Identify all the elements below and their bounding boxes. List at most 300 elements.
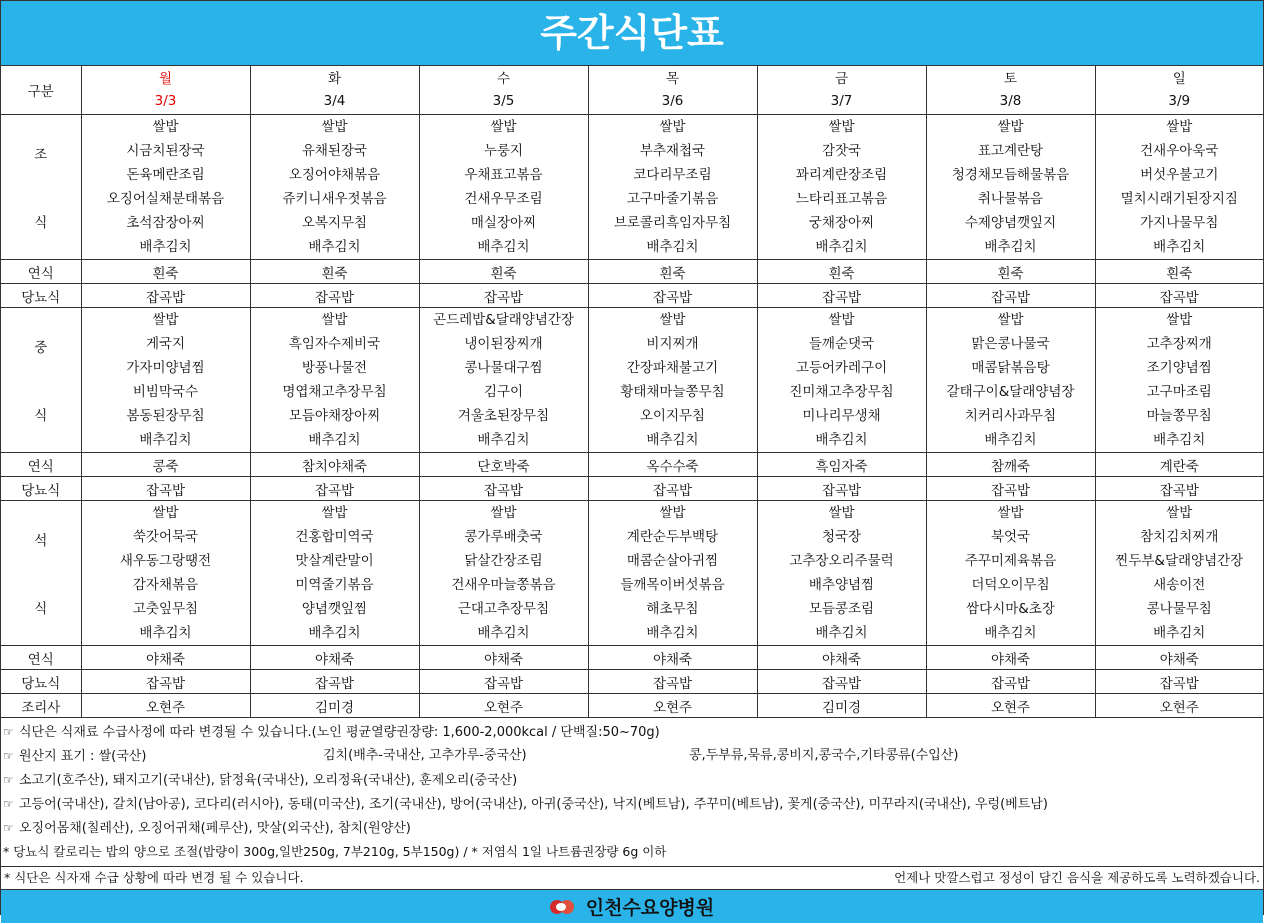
soft-item	[250, 453, 419, 477]
menu-item: 쌀밥	[321, 119, 348, 135]
menu-item: 들깨목이버섯볶음	[620, 577, 725, 593]
menu-item: 비빔막국수	[132, 384, 199, 400]
bottom-remarks	[1, 867, 1263, 890]
soft-item	[757, 453, 926, 477]
menu-item: 표고계란탕	[977, 143, 1044, 159]
day-date: 3/9	[1168, 93, 1191, 109]
menu-item: 쌀밥	[828, 505, 855, 521]
dinner-soft-label	[1, 646, 81, 670]
soft-item	[81, 453, 250, 477]
dinner-menu-cell	[419, 501, 588, 646]
diab-item	[926, 284, 1095, 308]
menu-item: 고구마줄기볶음	[626, 191, 719, 207]
diab-item-text: 잡곡밥	[145, 289, 186, 306]
soft-item-text: 흑임자죽	[815, 458, 868, 475]
dinner-diab-label	[1, 670, 81, 694]
menu-item: 쌀밥	[490, 505, 517, 521]
day-name: 수	[496, 71, 511, 87]
menu-item: 쌀밥	[659, 312, 686, 328]
menu-item: 냉이된장찌개	[464, 336, 543, 352]
menu-item: 김구이	[483, 384, 524, 400]
soft-item	[250, 260, 419, 284]
cook-label-text: 조리사	[21, 699, 61, 716]
diab-item-text: 잡곡밥	[483, 482, 524, 499]
menu-item: 쌀밥	[828, 119, 855, 135]
menu-item: 고추장찌개	[1146, 336, 1212, 352]
soft-label-text: 연식	[27, 651, 54, 668]
soft-item-text: 계란죽	[1159, 458, 1199, 475]
cook-name	[588, 694, 757, 718]
dinner-menu-cell	[588, 501, 757, 646]
header-label-text: 구분	[27, 84, 54, 100]
bottom-remark-left: * 식단은 식자재 수급 상황에 따라 변경 될 수 있습니다.	[4, 870, 304, 885]
menu-item: 배추김치	[477, 625, 530, 641]
lunch-menu-cell	[1095, 308, 1263, 453]
menu-item: 새우동그랑땡전	[119, 553, 212, 569]
menu-item: 계란순두부백탕	[626, 529, 719, 545]
menu-item: 쌀밥	[321, 312, 348, 328]
dinner-label-bottom: 식	[34, 601, 48, 617]
dinner-label-top: 석	[34, 533, 48, 549]
cook-name-text: 오현주	[990, 699, 1031, 716]
diab-item	[81, 284, 250, 308]
menu-item: 건새우무조림	[464, 191, 543, 207]
day-name: 금	[834, 71, 849, 87]
menu-item: 꽈리계란장조림	[795, 167, 888, 183]
bottom-remark-right: 언제나 맛깔스럽고 정성이 담긴 음식을 제공하도록 노력하겠습니다.	[894, 870, 1260, 885]
cook-row	[1, 694, 1263, 718]
menu-item: 오이지무침	[639, 408, 706, 424]
menu-item: 느타리표고볶음	[795, 191, 888, 207]
weekly-menu-table	[1, 66, 1263, 718]
cook-name	[81, 694, 250, 718]
day-date: 3/3	[154, 93, 177, 109]
menu-item: 배추김치	[308, 239, 361, 255]
menu-item: 배추김치	[815, 625, 868, 641]
menu-item: 치커리사과무침	[964, 408, 1057, 424]
day-name: 목	[665, 71, 680, 87]
day-date: 3/5	[492, 93, 515, 109]
menu-item: 배추김치	[646, 432, 699, 448]
soft-item-text: 참치야채죽	[301, 458, 368, 475]
diab-item-text: 잡곡밥	[483, 289, 524, 306]
menu-item: 쌀밥	[152, 119, 179, 135]
day-name: 화	[327, 71, 342, 87]
lunch-diab-label	[1, 477, 81, 501]
menu-item: 배추김치	[308, 432, 361, 448]
soft-item	[926, 260, 1095, 284]
menu-item: 명엽채고추장무침	[282, 384, 387, 400]
menu-item: 배추김치	[139, 239, 192, 255]
note-fish-origin: ☞ 고등어(국내산), 갈치(남아공), 코다리(러시아), 동태(미국산), 조기(국내산), 방어(국내산), 아귀(중국산), 낙지(베트남), 주꾸미(베트남), 꽃게(중국산), 미꾸라지(국내산), 우렁(베트남)	[3, 792, 1263, 816]
menu-item: 가지나물무침	[1140, 215, 1219, 231]
menu-item: 멸치시래기된장지짐	[1120, 191, 1238, 207]
diab-item	[757, 477, 926, 501]
soft-item	[81, 646, 250, 670]
menu-item: 가자미양념찜	[126, 360, 205, 376]
soft-item	[757, 260, 926, 284]
cook-name	[250, 694, 419, 718]
menu-item: 맛살계란말이	[295, 553, 374, 569]
soft-item	[588, 453, 757, 477]
breakfast-menu-cell	[250, 115, 419, 260]
menu-item: 쌀밥	[659, 505, 686, 521]
soft-item-text: 콩죽	[152, 458, 179, 475]
diab-item	[250, 477, 419, 501]
day-name: 일	[1172, 71, 1186, 87]
menu-item: 고추장오리주물럭	[789, 553, 894, 569]
soft-item	[588, 260, 757, 284]
menu-item: 배추김치	[646, 625, 699, 641]
diab-item	[757, 284, 926, 308]
menu-item: 배추김치	[984, 625, 1037, 641]
hospital-name: 인천수요양병원	[585, 897, 715, 919]
menu-item: 초석잠장아찌	[126, 215, 205, 231]
menu-item: 배추김치	[815, 432, 868, 448]
breakfast-menu-cell	[81, 115, 250, 260]
diab-item	[419, 477, 588, 501]
menu-item: 곤드레밥&달래양념간장	[433, 312, 574, 328]
day-date: 3/4	[323, 93, 346, 109]
diab-item	[419, 670, 588, 694]
lunch-menu-cell	[588, 308, 757, 453]
menu-item: 브로콜리흑임자무침	[613, 215, 732, 231]
menu-item: 해초무침	[646, 601, 699, 617]
menu-item: 취나물볶음	[977, 191, 1044, 207]
diab-label-text: 당뇨식	[21, 675, 61, 692]
pointing-hand-icon: ☞	[3, 797, 14, 811]
diab-item-text: 잡곡밥	[1159, 675, 1199, 692]
diab-item	[1095, 477, 1263, 501]
lunch-soft-label	[1, 453, 81, 477]
pointing-hand-icon: ☞	[3, 821, 14, 835]
breakfast-label	[1, 115, 81, 260]
menu-item: 오징어실채분태볶음	[106, 191, 225, 207]
menu-item: 흑임자수제비국	[288, 336, 381, 352]
soft-item-text: 옥수수죽	[646, 458, 699, 475]
menu-item: 황태채마늘쫑무침	[620, 384, 725, 400]
menu-item: 더덕오이무침	[971, 577, 1050, 593]
dinner-menu-cell	[926, 501, 1095, 646]
diab-item	[926, 670, 1095, 694]
header-row	[1, 66, 1263, 115]
menu-item: 시금치된장국	[126, 143, 205, 159]
menu-item: 주꾸미제육볶음	[964, 553, 1057, 569]
menu-item: 쌀밥	[1166, 312, 1193, 328]
note-diabetic-calorie: * 당뇨식 칼로리는 밥의 양으로 조절(밥량이 300g,일반250g, 7부210g, 5부150g) / * 저염식 1일 나트륨권장량 6g 이하	[3, 844, 667, 859]
day-date: 3/7	[830, 93, 853, 109]
cook-name-text: 오현주	[1159, 699, 1199, 716]
soft-item-text: 흰죽	[659, 265, 686, 282]
breakfast-label-bottom: 식	[34, 215, 48, 231]
soft-item-text: 야채죽	[483, 651, 524, 668]
menu-item: 매실장아찌	[470, 215, 537, 231]
menu-item: 버섯우불고기	[1140, 167, 1219, 183]
dinner-row	[1, 501, 1263, 646]
day-header	[757, 66, 926, 115]
menu-item: 오복지무침	[301, 215, 368, 231]
soft-label-text: 연식	[27, 265, 54, 282]
diab-item	[81, 670, 250, 694]
menu-item: 들깨순댓국	[808, 336, 875, 352]
menu-item: 게국지	[145, 336, 186, 352]
breakfast-soft-row	[1, 260, 1263, 284]
pointing-hand-icon: ☞	[3, 773, 14, 787]
menu-item: 맑은콩나물국	[971, 336, 1050, 352]
breakfast-soft-label	[1, 260, 81, 284]
breakfast-row	[1, 115, 1263, 260]
menu-item: 누룽지	[483, 143, 524, 159]
dinner-menu-cell	[757, 501, 926, 646]
diab-item-text: 잡곡밥	[990, 675, 1031, 692]
note-meat-origin: ☞ 소고기(호주산), 돼지고기(국내산), 닭정육(국내산), 오리정육(국내산), 훈제오리(중국산)	[3, 768, 1263, 792]
menu-item: 배추김치	[308, 625, 361, 641]
diab-item-text: 잡곡밥	[990, 482, 1031, 499]
lunch-label	[1, 308, 81, 453]
note-origin: ☞ 원산지 표기 : 쌀(국산) 김치(배추-국내산, 고추가루-중국산) 콩,두부류,묵류,콩비지,콩국수,기타콩류(수입산)	[3, 744, 1263, 768]
dinner-menu-cell	[250, 501, 419, 646]
pointing-hand-icon: ☞	[3, 725, 14, 739]
day-header	[926, 66, 1095, 115]
menu-item: 쥬키니새우젓볶음	[282, 191, 387, 207]
soft-item-text: 흰죽	[1166, 265, 1193, 282]
menu-item: 부추재첩국	[639, 143, 706, 159]
menu-item: 쌀밥	[997, 312, 1024, 328]
diab-item-text: 잡곡밥	[990, 289, 1031, 306]
soft-item-text: 야채죽	[990, 651, 1031, 668]
breakfast-menu-cell	[419, 115, 588, 260]
diab-item-text: 잡곡밥	[1159, 482, 1199, 499]
soft-item	[926, 453, 1095, 477]
lunch-menu-cell	[419, 308, 588, 453]
menu-item: 쑥갓어묵국	[132, 529, 199, 545]
soft-item-text: 흰죽	[490, 265, 517, 282]
diab-item-text: 잡곡밥	[821, 289, 862, 306]
menu-item: 비지찌개	[646, 336, 699, 352]
notes-section	[1, 718, 1263, 867]
menu-item: 배추김치	[139, 432, 192, 448]
menu-item: 양념깻잎찜	[301, 601, 368, 617]
cook-name-text: 오현주	[145, 699, 186, 716]
cook-name-text: 오현주	[652, 699, 693, 716]
menu-item: 미역줄기볶음	[295, 577, 374, 593]
diab-item	[1095, 284, 1263, 308]
cook-name	[419, 694, 588, 718]
diab-item	[588, 477, 757, 501]
breakfast-diab-row	[1, 284, 1263, 308]
day-name: 월	[158, 71, 173, 87]
soft-item-text: 야채죽	[821, 651, 862, 668]
menu-item: 진미채고추장무침	[789, 384, 894, 400]
menu-item: 수제양념깻잎지	[964, 215, 1057, 231]
menu-item: 배추양념찜	[808, 577, 875, 593]
breakfast-label-top: 조	[34, 147, 48, 163]
soft-item	[1095, 646, 1263, 670]
cook-label	[1, 694, 81, 718]
lunch-label-bottom: 식	[34, 408, 48, 424]
page-title: 주간식단표	[1, 1, 1263, 66]
menu-item: 궁채장아찌	[808, 215, 875, 231]
menu-item: 배추김치	[646, 239, 699, 255]
lunch-menu-cell	[250, 308, 419, 453]
menu-item: 북엇국	[990, 529, 1031, 545]
dinner-label	[1, 501, 81, 646]
soft-item-text: 흰죽	[152, 265, 179, 282]
menu-item: 고등어카레구이	[795, 360, 888, 376]
menu-item: 배추김치	[984, 432, 1037, 448]
lunch-diab-row	[1, 477, 1263, 501]
diab-item	[926, 477, 1095, 501]
menu-item: 콩나물대구찜	[464, 360, 543, 376]
diab-item	[250, 670, 419, 694]
breakfast-menu-cell	[926, 115, 1095, 260]
menu-item: 간장파채불고기	[626, 360, 719, 376]
diab-item	[757, 670, 926, 694]
day-header	[81, 66, 250, 115]
lunch-row	[1, 308, 1263, 453]
soft-item	[250, 646, 419, 670]
menu-item: 배추김치	[477, 239, 530, 255]
lunch-menu-cell	[81, 308, 250, 453]
menu-item: 모듬콩조림	[808, 601, 875, 617]
diab-item-text: 잡곡밥	[652, 289, 693, 306]
menu-item: 마늘쫑무침	[1146, 408, 1212, 424]
day-header	[588, 66, 757, 115]
dinner-menu-cell	[1095, 501, 1263, 646]
menu-item: 콩가루배춧국	[464, 529, 543, 545]
menu-item: 쌀밥	[152, 312, 179, 328]
soft-item-text: 참깨죽	[990, 458, 1031, 475]
diab-item-text: 잡곡밥	[652, 482, 693, 499]
diab-item	[1095, 670, 1263, 694]
menu-item: 배추김치	[139, 625, 192, 641]
menu-item: 감자채볶음	[132, 577, 199, 593]
cook-name-text: 김미경	[314, 699, 355, 716]
diab-item	[588, 284, 757, 308]
pointing-hand-icon: ☞	[3, 749, 14, 763]
dinner-menu-cell	[81, 501, 250, 646]
menu-item: 모듬야채장아찌	[288, 408, 381, 424]
menu-item: 고춧잎무침	[132, 601, 199, 617]
soft-item-text: 야채죽	[145, 651, 186, 668]
dinner-soft-row	[1, 646, 1263, 670]
menu-item: 매콤닭볶음탕	[971, 360, 1050, 376]
breakfast-menu-cell	[757, 115, 926, 260]
menu-item: 참치김치찌개	[1140, 529, 1219, 545]
day-date: 3/6	[661, 93, 684, 109]
menu-item: 쌀밥	[997, 119, 1024, 135]
menu-item: 콩나물무침	[1146, 601, 1212, 617]
diab-item-text: 잡곡밥	[821, 482, 862, 499]
diab-item-text: 잡곡밥	[483, 675, 524, 692]
soft-item	[588, 646, 757, 670]
menu-item: 겨울초된장무침	[457, 408, 550, 424]
day-date: 3/8	[999, 93, 1022, 109]
menu-item: 매콤순살아귀찜	[626, 553, 719, 569]
menu-item: 오징어야채볶음	[288, 167, 381, 183]
soft-item	[757, 646, 926, 670]
soft-item-text: 야채죽	[314, 651, 355, 668]
soft-item	[926, 646, 1095, 670]
menu-item: 청경채모듬해물볶음	[951, 167, 1070, 183]
diab-item-text: 잡곡밥	[314, 289, 355, 306]
lunch-menu-cell	[757, 308, 926, 453]
hospital-logo-icon	[550, 897, 576, 917]
footer-banner	[1, 890, 1263, 923]
menu-item: 쌀밥	[1166, 119, 1193, 135]
menu-item: 배추김치	[1153, 432, 1206, 448]
diab-item	[419, 284, 588, 308]
menu-item: 건새우마늘쫑볶음	[451, 577, 556, 593]
soft-item	[419, 646, 588, 670]
cook-name	[757, 694, 926, 718]
menu-item: 쌀밥	[1166, 505, 1193, 521]
soft-label-text: 연식	[27, 458, 54, 475]
diab-label-text: 당뇨식	[21, 289, 61, 306]
menu-item: 고구마조림	[1146, 384, 1212, 400]
menu-item: 봄동된장무침	[126, 408, 205, 424]
menu-item: 쌀밥	[997, 505, 1024, 521]
menu-item: 쌀밥	[659, 119, 686, 135]
menu-item: 배추김치	[477, 432, 530, 448]
menu-item: 배추김치	[1153, 625, 1206, 641]
menu-item: 방풍나물전	[301, 360, 368, 376]
soft-item	[1095, 260, 1263, 284]
menu-item: 찐두부&달래양념간장	[1115, 553, 1244, 569]
soft-item	[81, 260, 250, 284]
menu-item: 코다리무조림	[633, 167, 712, 183]
menu-item: 건새우아욱국	[1140, 143, 1219, 159]
diab-item-text: 잡곡밥	[145, 482, 186, 499]
menu-item: 돈육메란조림	[126, 167, 205, 183]
lunch-soft-row	[1, 453, 1263, 477]
lunch-menu-cell	[926, 308, 1095, 453]
menu-item: 쌈다시마&초장	[966, 601, 1055, 617]
menu-item: 유채된장국	[301, 143, 368, 159]
cook-name	[1095, 694, 1263, 718]
cook-name	[926, 694, 1095, 718]
note-seafood-origin: ☞ 오징어몸채(칠레산), 오징어귀채(페루산), 맛살(외국산), 참치(원양산)	[3, 816, 1263, 840]
soft-item-text: 흰죽	[828, 265, 855, 282]
cook-name-text: 오현주	[483, 699, 524, 716]
cook-name-text: 김미경	[821, 699, 862, 716]
soft-item-text: 흰죽	[997, 265, 1024, 282]
soft-item-text: 야채죽	[1159, 651, 1199, 668]
soft-item	[419, 453, 588, 477]
menu-item: 새송이전	[1153, 577, 1206, 593]
soft-item-text: 흰죽	[321, 265, 348, 282]
menu-item: 쌀밥	[828, 312, 855, 328]
day-header	[1095, 66, 1263, 115]
menu-item: 건홍합미역국	[295, 529, 374, 545]
soft-item-text: 야채죽	[652, 651, 693, 668]
note-menu-change: ☞ 식단은 식재료 수급사정에 따라 변경될 수 있습니다.(노인 평균열량권장량: 1,600-2,000kcal / 단백질:50~70g)	[3, 720, 1263, 744]
diab-item-text: 잡곡밥	[1159, 289, 1199, 306]
day-header	[419, 66, 588, 115]
menu-item: 갈태구이&달래양념장	[946, 384, 1075, 400]
menu-item: 근대고추장무침	[457, 601, 550, 617]
soft-item	[1095, 453, 1263, 477]
menu-item: 미나리무생채	[802, 408, 881, 424]
menu-item: 배추김치	[815, 239, 868, 255]
dinner-diab-row	[1, 670, 1263, 694]
lunch-label-top: 중	[34, 340, 48, 356]
diab-item	[250, 284, 419, 308]
menu-item: 쌀밥	[152, 505, 179, 521]
soft-item	[419, 260, 588, 284]
menu-item: 배추김치	[1153, 239, 1206, 255]
diab-item-text: 잡곡밥	[145, 675, 186, 692]
